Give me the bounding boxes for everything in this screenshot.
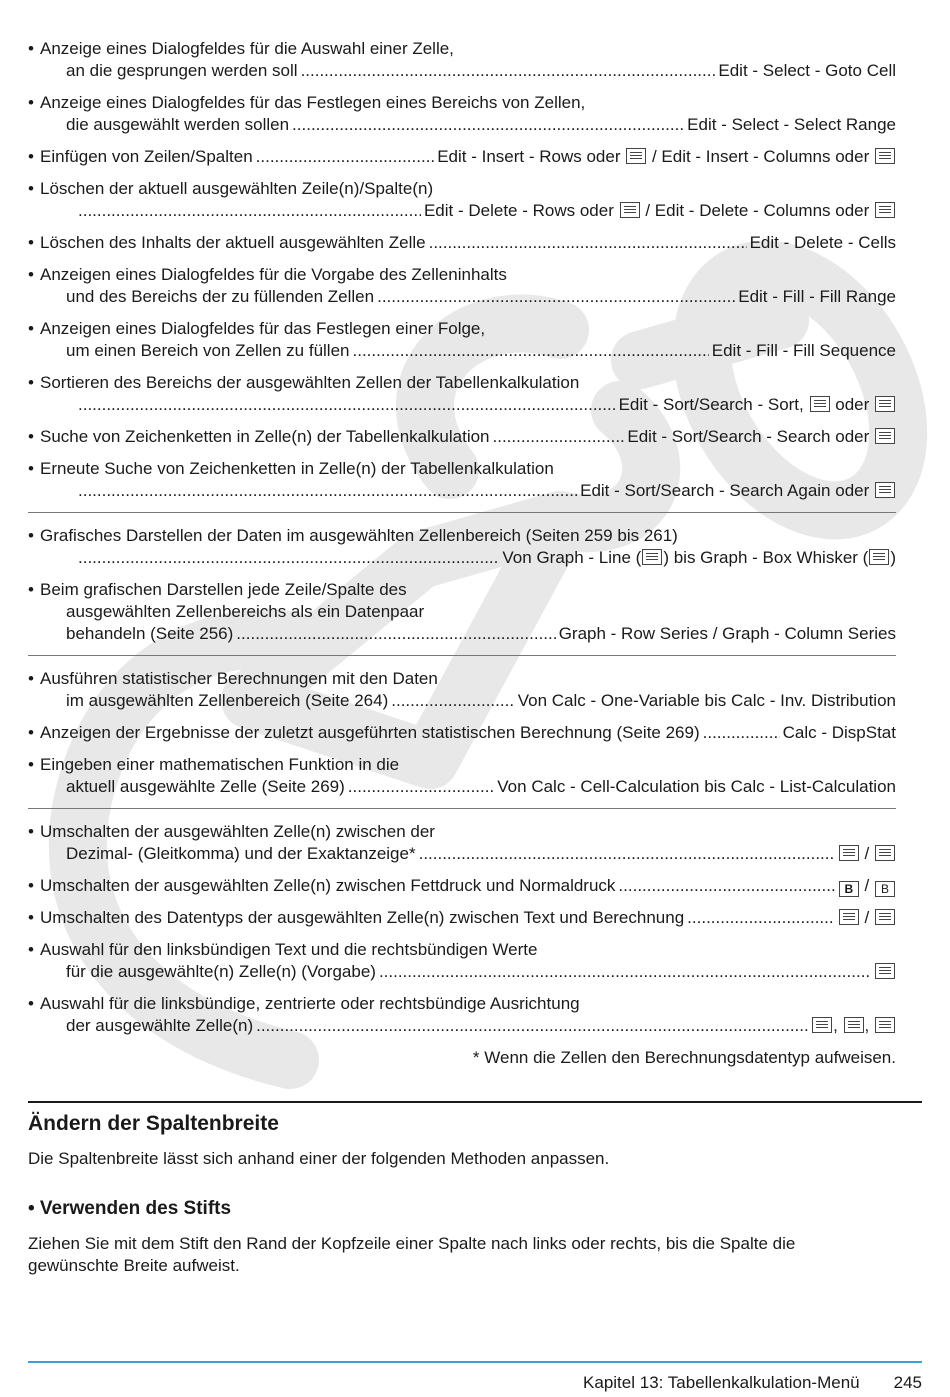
bullet: • [28,93,34,112]
leader-dots [256,1015,808,1037]
entry-bold-normal [28,875,896,897]
sort-descending-icon [875,396,895,412]
leader-dots [301,60,716,82]
entry-line2: Dezimal- (Gleitkomma) und der Exaktanzeige* [66,844,416,863]
bullet: • [28,940,34,959]
menu-path: Von Calc - Cell-Calculation bis Calc - List-Calculation [497,777,896,796]
default-align-icon [875,963,895,979]
entry-line2: im ausgewählten Zellenbereich (Seite 264) [66,691,389,710]
entry-line1: Erneute Suche von Zeichenketten in Zelle(n) der Tabellenkalkulation [40,459,554,478]
section-body: Ziehen Sie mit dem Stift den Rand der Kopfzeile einer Spalte nach links oder rechts, bis die Spalte die gewünschte Breite aufweist. [28,1234,796,1275]
leader-dots [348,776,495,798]
bullet: • [28,723,34,742]
entry-graph-line [28,525,896,569]
page-number: 245 [893,1373,922,1392]
menu-path: Von Calc - One-Variable bis Calc - Inv. Distribution [517,691,896,710]
footnote: * Wenn die Zellen den Berechnungsdatentyp aufweisen. [472,1048,896,1067]
entry-line3: behandeln (Seite 256) [66,624,234,643]
decimal-icon [839,845,859,861]
menu-path: Edit - Delete - Rows oder [423,201,614,220]
calc-menu-group [28,668,896,798]
entry-line2: an die gesprungen werden soll [66,61,298,80]
bullet: • [28,319,34,338]
separator: / [864,908,870,927]
leader-dots [391,690,515,712]
section-rule [28,1101,922,1103]
entry-row-series [28,579,896,645]
entry-cell-calculation [28,754,896,798]
section-divider [28,512,896,513]
entry-line2: ausgewählten Zellenbereichs als ein Datenpaar [66,602,425,621]
entry-line1: Suche von Zeichenketten in Zelle(n) der Tabellenkalkulation [40,427,490,446]
separator: / [864,876,870,895]
entry-line1: Einfügen von Zeilen/Spalten [40,147,253,166]
entry-line1: Auswahl für den linksbündigen Text und die rechtsbündigen Werte [40,940,538,959]
leader-dots [429,232,747,254]
section-title: Ändern der Spaltenbreite [28,1112,279,1135]
leader-dots [256,146,435,168]
text-type-icon [839,909,859,925]
menu-path: Edit - Select - Goto Cell [718,61,896,80]
menu-path: Edit - Delete - Cells [749,233,896,252]
align-right-icon [875,1017,895,1033]
leader-dots [419,843,835,865]
entry-insert [28,146,896,168]
bullet: • [28,233,34,252]
bullet: • [28,265,34,284]
entry-default-align [28,939,896,983]
align-center-icon [844,1017,864,1033]
menu-path-2: oder [835,395,870,414]
entry-line1: Anzeige eines Dialogfeldes für das Festlegen eines Bereichs von Zellen, [40,93,586,112]
entry-line1: Löschen des Inhalts der aktuell ausgewählten Zelle [40,233,426,252]
bold-icon: B [839,881,859,897]
menu-path: Von Graph - Line ( [502,548,642,567]
entry-line2: die ausgewählt werden sollen [66,115,290,134]
leader-dots [78,394,616,416]
menu-path: Graph - Row Series / Graph - Column Series [558,624,896,643]
insert-columns-icon [875,148,895,164]
entry-alignment [28,993,896,1037]
entry-line1: Anzeigen der Ergebnisse der zuletzt ausgeführten statistischen Berechnung (Seite 269) [40,723,700,742]
leader-dots [353,340,709,362]
menu-path-2: / Edit - Insert - Columns oder [651,147,870,166]
entry-line1: Löschen der aktuell ausgewählten Zeile(n)/Spalte(n) [40,179,434,198]
bullet: • [28,526,34,545]
bullet: • [28,147,34,166]
entry-dispstat [28,722,896,744]
menu-path: Edit - Sort/Search - Sort, [618,395,804,414]
content-page [28,38,896,1069]
leader-dots [493,426,625,448]
entry-line1: Umschalten des Datentyps der ausgewählten Zelle(n) zwischen Text und Berechnung [40,908,685,927]
entry-delete-cells [28,232,896,254]
footer [583,1373,922,1393]
entry-line2: der ausgewählte Zelle(n) [66,1016,254,1035]
delete-rows-icon [620,202,640,218]
graph-menu-group [28,525,896,645]
delete-columns-icon [875,202,895,218]
entry-sort [28,372,896,416]
normal-icon: B [875,881,895,897]
menu-path-3: ) [890,548,896,567]
bullet: • [28,822,34,841]
leader-dots [78,480,577,502]
bullet: • [28,876,34,895]
entry-decimal-exact [28,821,896,865]
bullet: • [28,908,34,927]
menu-path: Edit - Sort/Search - Search oder [627,427,870,446]
bullet: • [28,580,34,599]
bullet: • [28,755,34,774]
menu-path: Edit - Fill - Fill Range [738,287,896,306]
bullet: • [28,373,34,392]
footer-rule [28,1361,922,1363]
entry-line1: Beim grafischen Darstellen jede Zeile/Spalte des [40,580,407,599]
entry-search [28,426,896,448]
entry-calc-stats [28,668,896,712]
chapter-title: Kapitel 13: Tabellenkalkulation-Menü [583,1373,860,1392]
leader-dots [618,875,834,897]
separator: , [864,1016,870,1035]
menu-path: Edit - Sort/Search - Search Again oder [580,481,870,500]
search-again-icon [875,482,895,498]
leader-dots [687,907,835,929]
menu-path: Edit - Insert - Rows oder [437,147,621,166]
entry-line2: um einen Bereich von Zellen zu füllen [66,341,350,360]
sort-ascending-icon [810,396,830,412]
line-graph-icon [642,549,662,565]
leader-dots [377,286,735,308]
entry-text-calc-type [28,907,896,929]
entry-line1: Auswahl für die linksbündige, zentrierte oder rechtsbündige Ausrichtung [40,994,580,1013]
leader-dots [78,200,421,222]
search-binoculars-icon [875,428,895,444]
entry-line1: Grafisches Darstellen der Daten im ausgewählten Zellenbereich (Seiten 259 bis 261) [40,526,678,545]
entry-delete-rows [28,178,896,222]
format-group [28,821,896,1069]
entry-line1: Anzeige eines Dialogfeldes für die Auswahl einer Zelle, [40,39,454,58]
insert-rows-icon [626,148,646,164]
entry-fill-sequence [28,318,896,362]
entry-line1: Ausführen statistischer Berechnungen mit den Daten [40,669,438,688]
entry-goto-cell [28,38,896,82]
section-intro: Die Spaltenbreite lässt sich anhand einer der folgenden Methoden anpassen. [28,1149,610,1168]
bullet: • [28,427,34,446]
leader-dots [236,623,555,645]
exact-icon [875,845,895,861]
section-divider [28,808,896,809]
edit-menu-group [28,38,896,502]
section-divider [28,655,896,656]
entry-line2: für die ausgewählte(n) Zelle(n) (Vorgabe) [66,962,376,981]
entry-line1: Eingeben einer mathematischen Funktion in die [40,755,400,774]
bullet: • [28,179,34,198]
entry-line1: Anzeigen eines Dialogfeldes für das Festlegen einer Folge, [40,319,486,338]
menu-path-2: / Edit - Delete - Columns oder [645,201,870,220]
entry-line1: Anzeigen eines Dialogfeldes für die Vorgabe des Zelleninhalts [40,265,507,284]
entry-line2: aktuell ausgewählte Zelle (Seite 269) [66,777,345,796]
bullet: • [28,669,34,688]
box-whisker-icon [869,549,889,565]
bullet: • [28,994,34,1013]
leader-dots [78,547,499,569]
calc-type-icon [875,909,895,925]
entry-select-range [28,92,896,136]
menu-path: Edit - Fill - Fill Sequence [711,341,896,360]
entry-line1: Sortieren des Bereichs der ausgewählten Zellen der Tabellenkalkulation [40,373,580,392]
leader-dots [703,722,780,744]
entry-line1: Umschalten der ausgewählten Zelle(n) zwischen der [40,822,435,841]
menu-path: Edit - Select - Select Range [687,115,896,134]
align-left-icon [812,1017,832,1033]
entry-line2: und des Bereichs der zu füllenden Zellen [66,287,375,306]
menu-path: Calc - DispStat [782,723,896,742]
leader-dots [379,961,871,983]
bullet: • [28,39,34,58]
entry-fill-range [28,264,896,308]
bullet: • [28,459,34,478]
subsection-title: • Verwenden des Stifts [28,1198,232,1219]
leader-dots [292,114,684,136]
entry-line1: Umschalten der ausgewählten Zelle(n) zwischen Fettdruck und Normaldruck [40,876,616,895]
menu-path-2: ) bis Graph - Box Whisker ( [663,548,869,567]
entry-search-again [28,458,896,502]
separator: , [833,1016,838,1035]
separator: / [864,844,870,863]
